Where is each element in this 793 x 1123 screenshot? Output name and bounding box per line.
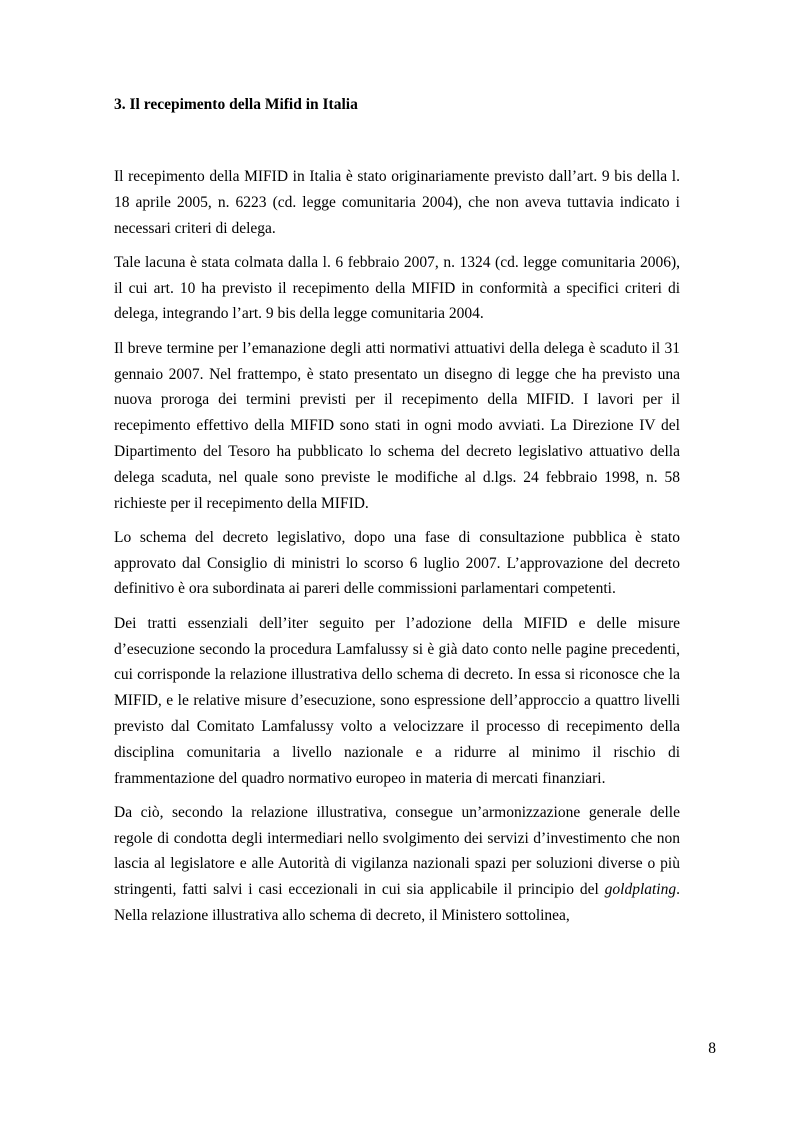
paragraph-3: Il breve termine per l’emanazione degli atti normativi attuativi della delega è scaduto il 31 gennaio 2007. Nel frattempo, è stato presentato un disegno di legge che ha previsto una nuova proroga dei termini previsti per il recepimento della MIFID. I lavori per il recepimento effettivo della MIFID sono stati in ogni modo avviati. La Direzione IV del Dipartimento del Tesoro ha pubblicato lo schema del decreto legislativo attuativo della delega scaduta, nel quale sono previste le modifiche al d.lgs. 24 febbraio 1998, n. 58 richieste per il recepimento della MIFID.: [114, 339, 680, 512]
section-heading: 3. Il recepimento della Mifid in Italia: [114, 96, 358, 113]
page-number: 8: [708, 1040, 716, 1057]
paragraph-2: Tale lacuna è stata colmata dalla l. 6 febbraio 2007, n. 1324 (cd. legge comunitaria 2006), il cui art. 10 ha previsto il recepimento della MIFID in conformità a specifici criteri di delega, integrando l’art. 9 bis della legge comunitaria 2004.: [114, 253, 680, 323]
paragraph-6-text-start: Da ciò, secondo la relazione illustrativa, consegue un’armonizzazione generale delle regole di condotta degli intermediari nello svolgimento dei servizi d’investimento che non lascia al legislatore e alle Autorità di vigilanza nazionali spazi per soluzioni diverse o più stringenti, fatti salvi i casi eccezionali in cui sia applicabile il principio del: [114, 803, 680, 899]
body-text: [114, 164, 680, 937]
paragraph-1: Il recepimento della MIFID in Italia è stato originariamente previsto dall’art. 9 bis della l. 18 aprile 2005, n. 6223 (cd. legge comunitaria 2004), che non aveva tuttavia indicato i necessari criteri di delega.: [114, 168, 680, 237]
paragraph-6-text-end: . Nella relazione illustrativa allo schema di decreto, il Ministero sottolinea,: [114, 881, 680, 925]
goldplating-term: goldplating: [604, 881, 677, 899]
paragraph-4: Lo schema del decreto legislativo, dopo una fase di consultazione pubblica è stato approvato dal Consiglio di ministri lo scorso 6 luglio 2007. L’approvazione del decreto definitivo è ora subordinata ai pareri delle commissioni parlamentari competenti.: [114, 528, 680, 598]
paragraph-5: Dei tratti essenziali dell’iter seguito per l’adozione della MIFID e delle misure d’esecuzione secondo la procedura Lamfalussy si è già dato conto nelle pagine precedenti, cui corrisponde la relazione illustrativa dello schema di decreto. In essa si riconosce che la MIFID, e le relative misure d’esecuzione, sono espressione dell’approccio a quattro livelli previsto dal Comitato Lamfalussy volto a velocizzare il processo di recepimento della disciplina comunitaria a livello nazionale e a ridurre al minimo il rischio di frammentazione del quadro normativo europeo in materia di mercati finanziari.: [114, 614, 680, 787]
paragraph-6: [114, 800, 680, 929]
